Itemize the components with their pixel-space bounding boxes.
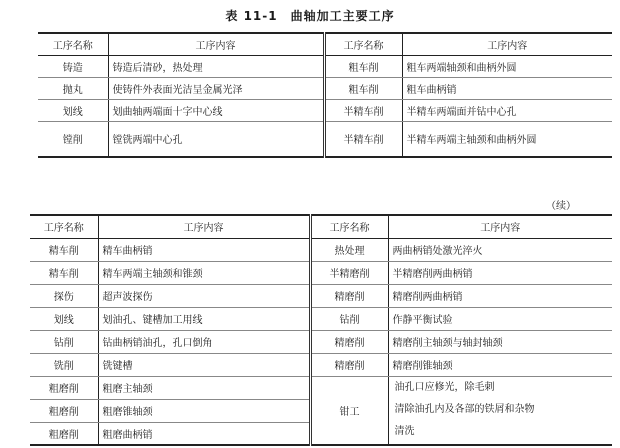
table-row [38, 55, 612, 77]
process-content-cell: 半精车两端面并钻中心孔 [402, 99, 612, 121]
process-name-cell: 抛丸 [38, 77, 108, 99]
process-name-cell: 粗磨削 [30, 399, 98, 422]
process-content-cell: 粗磨锥轴颈 [98, 399, 310, 422]
table-header-row [30, 215, 612, 238]
process-content-cell: 钻曲柄销油孔，孔口倒角 [98, 330, 310, 353]
col-header-process-content: 工序内容 [388, 215, 612, 238]
table-process-part1 [38, 32, 612, 158]
merged-process-content-cell [388, 376, 612, 445]
process-name-cell: 精磨削 [310, 353, 388, 376]
col-header-process-name: 工序名称 [324, 33, 402, 55]
col-header-process-content: 工序内容 [98, 215, 310, 238]
process-content-cell: 镗铣两端中心孔 [108, 121, 324, 157]
table-row [30, 376, 612, 399]
table-title: 表 11-1 曲轴加工主要工序 [225, 9, 395, 23]
process-content-cell: 精车两端主轴颈和锥颈 [98, 261, 310, 284]
process-content-cell: 粗磨主轴颈 [98, 376, 310, 399]
process-name-cell: 精车削 [30, 238, 98, 261]
process-content-cell: 粗车曲柄销 [402, 77, 612, 99]
process-name-cell: 划线 [30, 307, 98, 330]
process-name-cell: 粗磨削 [30, 376, 98, 399]
table-row [38, 99, 612, 121]
process-content-cell: 两曲柄销处激光淬火 [388, 238, 612, 261]
process-content-cell: 精磨削锥轴颈 [388, 353, 612, 376]
process-name-cell: 铣削 [30, 353, 98, 376]
merged-content-line: 清除油孔内及各部的铁屑和杂物 [394, 404, 535, 416]
merged-content-line: 油孔口应修光，除毛刺 [394, 382, 495, 394]
table-process-part2 [30, 214, 612, 446]
process-content-cell: 半精磨削两曲柄销 [388, 261, 612, 284]
process-content-cell: 铣键槽 [98, 353, 310, 376]
table-row [38, 77, 612, 99]
process-name-cell: 钻削 [30, 330, 98, 353]
process-name-cell: 半精车削 [324, 121, 402, 157]
process-content-cell: 精磨削主轴颈与轴封轴颈 [388, 330, 612, 353]
process-name-cell: 粗车削 [324, 77, 402, 99]
process-content-cell: 精磨削两曲柄销 [388, 284, 612, 307]
continued-label: （续） [546, 201, 576, 212]
process-name-cell: 粗磨削 [30, 422, 98, 445]
process-content-cell: 划油孔、键槽加工用线 [98, 307, 310, 330]
process-content-cell: 粗车两端轴颈和曲柄外圆 [402, 55, 612, 77]
merged-content-line: 清洗 [394, 426, 415, 438]
process-name-cell: 探伤 [30, 284, 98, 307]
table-row [38, 121, 612, 157]
process-content-cell: 使铸件外表面光洁呈金属光泽 [108, 77, 324, 99]
col-header-process-name: 工序名称 [38, 33, 108, 55]
process-name-cell: 铸造 [38, 55, 108, 77]
col-header-process-name: 工序名称 [30, 215, 98, 238]
process-name-cell: 半精磨削 [310, 261, 388, 284]
col-header-process-content: 工序内容 [108, 33, 324, 55]
process-name-cell: 钻削 [310, 307, 388, 330]
process-name-cell: 热处理 [310, 238, 388, 261]
table-row [30, 307, 612, 330]
process-content-cell: 划曲轴两端面十字中心线 [108, 99, 324, 121]
table-header-row [38, 33, 612, 55]
table-row [30, 261, 612, 284]
process-content-cell: 作静平衡试验 [388, 307, 612, 330]
process-name-cell: 镗削 [38, 121, 108, 157]
process-content-cell: 超声波探伤 [98, 284, 310, 307]
process-content-cell: 铸造后清砂，热处理 [108, 55, 324, 77]
merged-process-name-cell: 钳工 [310, 376, 388, 445]
process-content-cell: 精车曲柄销 [98, 238, 310, 261]
process-name-cell: 精车削 [30, 261, 98, 284]
process-content-cell: 半精车两端主轴颈和曲柄外圆 [406, 135, 537, 147]
process-name-cell: 精磨削 [310, 330, 388, 353]
process-name-cell: 划线 [38, 99, 108, 121]
table-row [30, 353, 612, 376]
col-header-process-content: 工序内容 [402, 33, 612, 55]
process-name-cell: 精磨削 [310, 284, 388, 307]
table-row [30, 284, 612, 307]
process-name-cell: 粗车削 [324, 55, 402, 77]
table-row [30, 238, 612, 261]
col-header-process-name: 工序名称 [310, 215, 388, 238]
process-name-cell: 半精车削 [324, 99, 402, 121]
table-row [30, 330, 612, 353]
process-content-cell: 粗磨曲柄销 [98, 422, 310, 445]
